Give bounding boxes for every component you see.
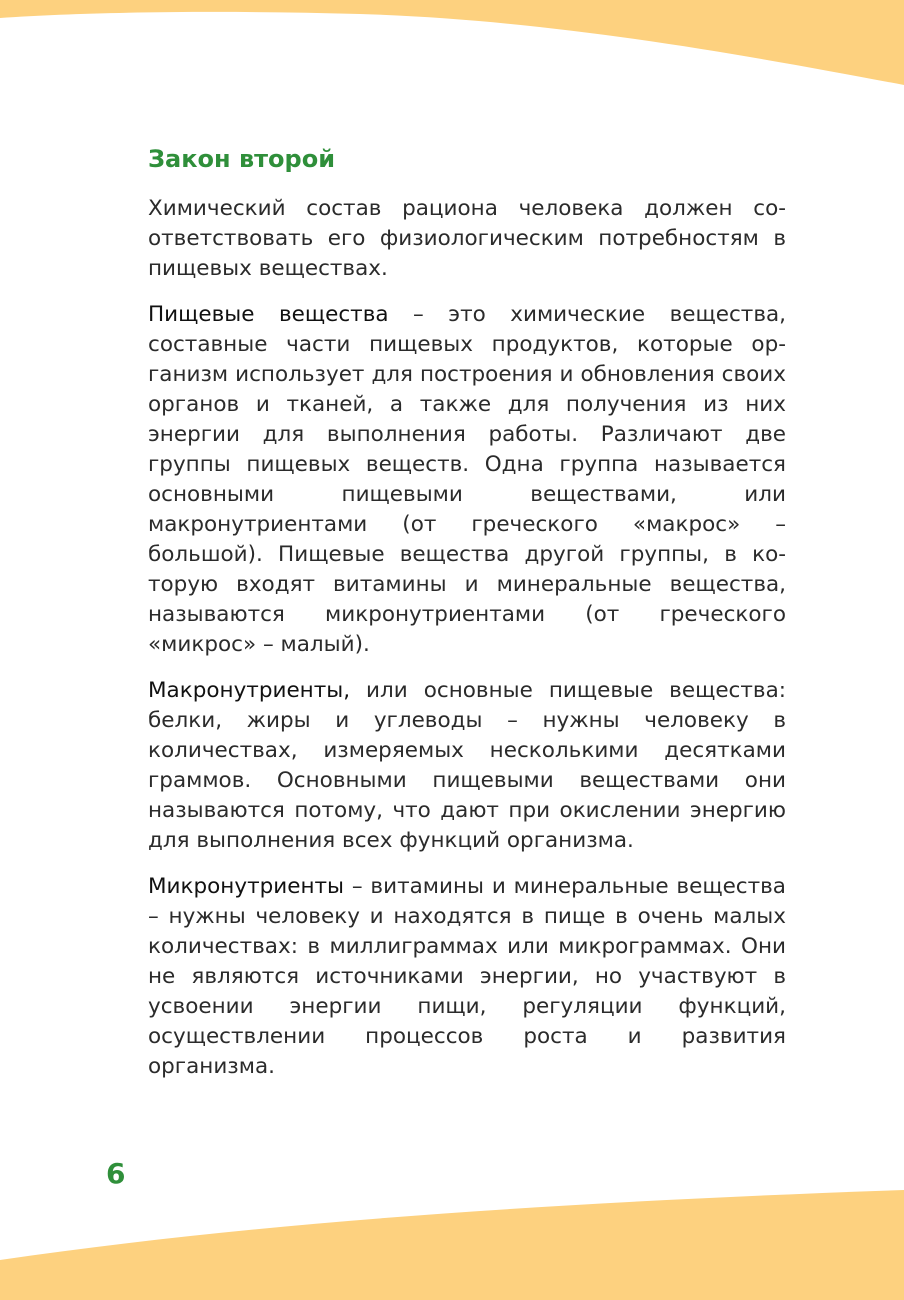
- paragraph-nutrients: [148, 300, 786, 660]
- paragraph-chemical-composition: Химический состав рациона человека должен соответствовать его физиологическим потребностям в пищевых веществах.: [148, 196, 786, 281]
- term-macronutrients: Макронутриенты,: [148, 678, 351, 703]
- paragraph-micronutrients-text: – витамины и минеральные вещества – нужны человеку и находятся в пище в очень малых количествах: в миллиграммах или микрограммах. Они не являются источниками энергии, но участвуют в усвоении энергии пищи, регуляции функций, осуществлении процессов роста и развития организма.: [148, 874, 786, 1079]
- paragraph-micronutrients: [148, 872, 786, 1082]
- paragraph-macronutrients-text: или основные пищевые вещества: белки, жиры и углеводы – нужны человеку в количествах, измеряемых несколькими десятками граммов. Основными пищевыми веществами они называются потому, что дают при окислении энергию для выполнения всех функций организма.: [148, 678, 786, 853]
- paragraph-macronutrients: [148, 676, 786, 856]
- term-micronutrients: Микронутриенты: [148, 874, 345, 899]
- page-number: 6: [106, 1157, 126, 1190]
- top-decorative-wave: [0, 0, 904, 150]
- page-content: [148, 140, 786, 1098]
- section-heading: Закон второй: [148, 145, 336, 173]
- term-nutrients: Пищевые вещества: [148, 302, 389, 327]
- paragraph-nutrients-text: – это химические вещества, составные части пищевых продуктов, которые организм использует для построения и обновления своих органов и тканей, а также для получения из них энергии для выполнения работы. Различают две группы пищевых веществ. Одна группа называется основными пищевыми веществами, или макронутриентами (от греческого «макрос» – большой). Пищевые вещества другой группы, в которую входят витамины и минеральные вещества, называются микронутриентами (от греческого «микрос» – малый).: [148, 302, 786, 657]
- bottom-decorative-wave: [0, 1190, 904, 1300]
